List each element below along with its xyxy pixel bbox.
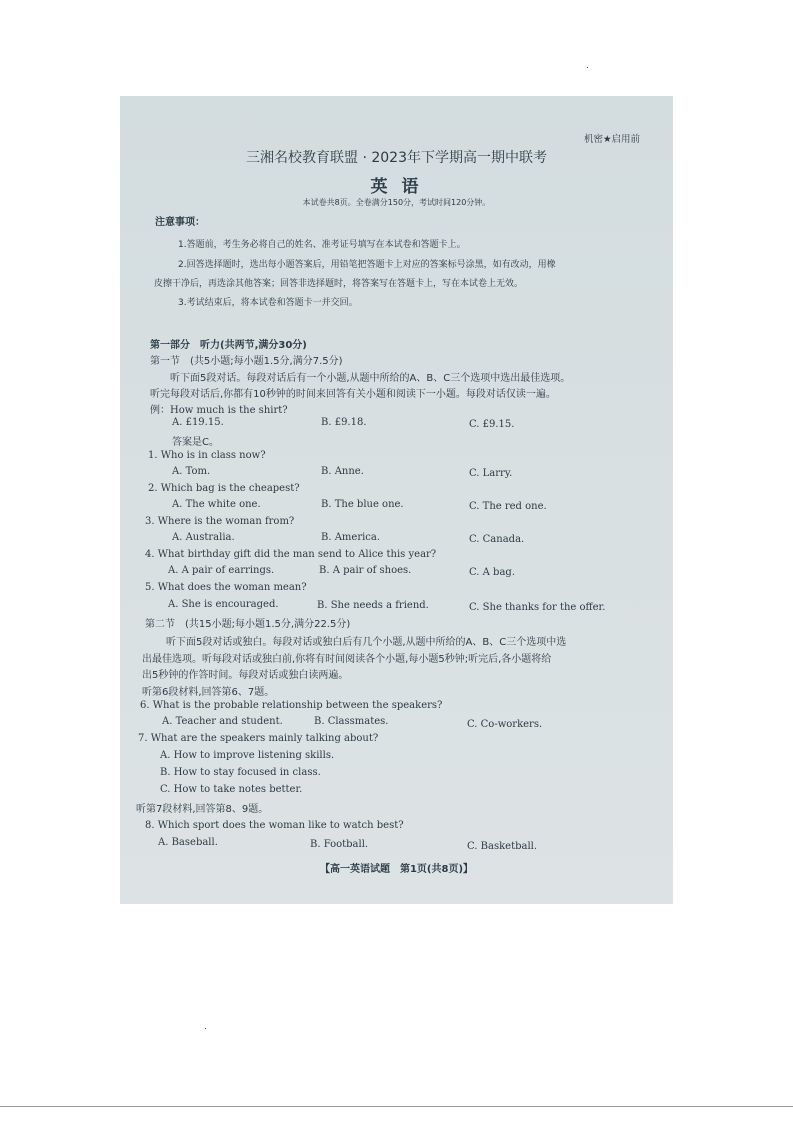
- scan-speck: [205, 1028, 206, 1029]
- section1-heading: 第一节 (共5小题;每小题1.5分,满分7.5分): [150, 356, 343, 367]
- q5-option-a: A. She is encouraged.: [168, 599, 279, 610]
- q3-option-c: C. Canada.: [469, 534, 525, 545]
- confidential-label: 机密★启用前: [584, 134, 641, 145]
- q6-option-b: B. Classmates.: [314, 716, 389, 727]
- material-7-note: 听第7段材料,回答第8、9题。: [136, 804, 269, 815]
- section1-instr-2: 听完每段对话后,你都有10秒钟的时间来回答有关小题和阅读下一小题。每段对话仅读一遍。: [150, 389, 556, 400]
- q7-option-a: A. How to improve listening skills.: [160, 750, 335, 761]
- exam-title: 三湘名校教育联盟 · 2023年下学期高一期中联考: [246, 150, 547, 166]
- section2-instr-3: 出5秒钟的作答时间。每段对话或独白读两遍。: [142, 670, 349, 681]
- q5-option-b: B. She needs a friend.: [317, 600, 429, 611]
- q4-option-a: A. A pair of earrings.: [168, 565, 275, 576]
- q4-option-c: C. A bag.: [469, 567, 515, 578]
- q3-option-b: B. America.: [321, 532, 381, 543]
- example-answer: 答案是C。: [172, 437, 219, 448]
- note-3: 3.考试结束后，将本试卷和答题卡一并交回。: [178, 298, 358, 308]
- question-6: 6. What is the probable relationship between the speakers?: [140, 700, 443, 711]
- scan-speck: [587, 67, 588, 68]
- q8-option-c: C. Basketball.: [467, 841, 538, 852]
- q8-option-b: B. Football.: [310, 839, 369, 850]
- part1-heading: 第一部分 听力(共两节,满分30分): [150, 340, 307, 351]
- section2-instr-2: 出最佳选项。听每段对话或独白前,你将有时间阅读各个小题,每小题5秒钟;听完后,各小题将给: [142, 654, 552, 665]
- q4-option-b: B. A pair of shoes.: [319, 565, 412, 576]
- note-2-line-2: 皮擦干净后，再选涂其他答案；回答非选择题时，将答案写在答题卡上，写在本试卷上无效。: [154, 279, 524, 289]
- example-option-b: B. £9.18.: [321, 417, 367, 428]
- q7-option-b: B. How to stay focused in class.: [160, 767, 321, 778]
- question-5: 5. What does the woman mean?: [145, 582, 307, 593]
- question-2: 2. Which bag is the cheapest?: [148, 483, 300, 494]
- example-option-a: A. £19.15.: [172, 417, 224, 428]
- q2-option-a: A. The white one.: [172, 499, 261, 510]
- q2-option-c: C. The red one.: [469, 501, 547, 512]
- section2-instr-1: 听下面5段对话或独白。每段对话或独白后有几个小题,从题中所给的A、B、C三个选项中选: [166, 637, 567, 648]
- exam-meta: 本试卷共8页。全卷满分150分，考试时间120分钟。: [302, 198, 491, 207]
- question-1: 1. Who is in class now?: [148, 450, 266, 461]
- example-question: 例：How much is the shirt?: [150, 405, 288, 416]
- notes-heading: 注意事项：: [155, 217, 205, 228]
- question-8: 8. Which sport does the woman like to watch best?: [145, 820, 404, 831]
- q5-option-c: C. She thanks for the offer.: [469, 602, 606, 613]
- q3-option-a: A. Australia.: [172, 532, 235, 543]
- material-6-note: 听第6段材料,回答第6、7题。: [142, 687, 275, 698]
- page-footer: 【高一英语试题 第1页(共8页)】: [319, 864, 474, 875]
- question-7: 7. What are the speakers mainly talking about?: [138, 733, 379, 744]
- question-3: 3. Where is the woman from?: [145, 516, 295, 527]
- q1-option-a: A. Tom.: [172, 466, 211, 477]
- q7-option-c: C. How to take notes better.: [160, 784, 303, 795]
- note-2-line-1: 2.回答选择题时，选出每小题答案后，用铅笔把答题卡上对应的答案标号涂黑，如有改动，用橡: [178, 260, 556, 270]
- q6-option-c: C. Co-workers.: [467, 719, 543, 730]
- section2-heading: 第二节 (共15小题;每小题1.5分,满分22.5分): [145, 619, 351, 630]
- page-bottom-rule: [0, 1106, 793, 1107]
- q8-option-a: A. Baseball.: [158, 837, 218, 848]
- q1-option-b: B. Anne.: [321, 466, 364, 477]
- q1-option-c: C. Larry.: [469, 468, 513, 479]
- q6-option-a: A. Teacher and student.: [162, 716, 283, 727]
- exam-page-photo: [120, 96, 673, 904]
- note-1: 1.答题前，考生务必将自己的姓名、准考证号填写在本试卷和答题卡上。: [178, 240, 466, 250]
- example-option-c: C. £9.15.: [469, 419, 515, 430]
- q2-option-b: B. The blue one.: [321, 499, 404, 510]
- section1-instr-1: 听下面5段对话。每段对话后有一个小题,从题中所给的A、B、C三个选项中选出最佳选项。: [170, 373, 571, 384]
- question-4: 4. What birthday gift did the man send to Alice this year?: [145, 549, 437, 560]
- subject-title: 英 语: [370, 177, 423, 197]
